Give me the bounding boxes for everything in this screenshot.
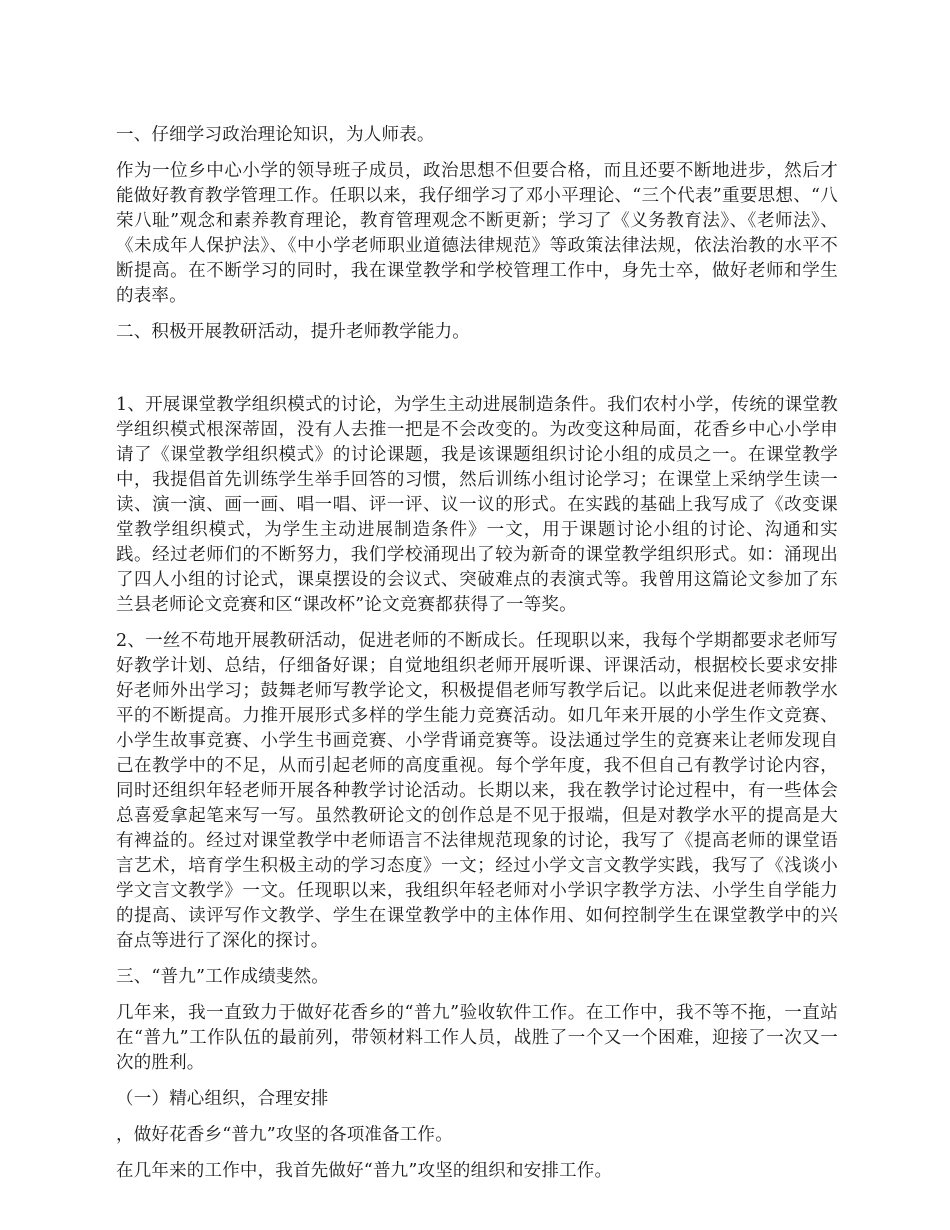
paragraph: 1、开展课堂教学组织模式的讨论，为学生主动进展制造条件。我们农村小学，传统的课堂教学组织模式根深蒂固，没有人去推一把是不会改变的。为改变这种局面，花香乡中心小学申请了《课堂教学组织模式》的讨论课题，我是该课题组织讨论小组的成员之一。在课堂教学中，我提倡首先训练学生举手回答的习惯，然后训练小组讨论学习；在课堂上采纳学生读一读、演一演、画一画、唱一唱、评一评、议一议的形式。在实践的基础上我写成了《改变课堂教学组织模式，为学生主动进展制造条件》一文，用于课题讨论小组的讨论、沟通和实践。经过老师们的不断努力，我们学校涌现出了较为新奇的课堂教学组织形式。如：涌现出了四人小组的讨论式，课桌摆设的会议式、突破难点的表演式等。我曾用这篇论文参加了东兰县老师论文竞赛和区“课改杯”论文竞赛都获得了一等奖。 — [116, 395, 838, 615]
section-heading-1: 一、仔细学习政治理论知识，为人师表。 — [116, 125, 435, 145]
paragraph: 2、一丝不苟地开展教研活动，促进老师的不断成长。任现职以来，我每个学期都要求老师写好教学计划、总结，仔细备好课；自觉地组织老师开展听课、评课活动，根据校长要求安排好老师外出学习；鼓舞老师写教学论文，积极提倡老师写教学后记。以此来促进老师教学水平的不断提高。力推开展形式多样的学生能力竞赛活动。如几年来开展的小学生作文竞赛、小学生故事竞赛、小学生书画竞赛、小学背诵竞赛等。设法通过学生的竞赛来让老师发现自己在教学中的不足，从而引起老师的高度重视。每个学年度，我不但自己有教学讨论内容，同时还组织年轻老师开展各种教学讨论活动。长期以来，我在教学讨论过程中，有一些体会总喜爱拿起笔来写一写。虽然教研论文的创作总是不见于报端，但是对教学水平的提高是大有裨益的。经过对课堂教学中老师语言不法律规范现象的讨论，我写了《提高老师的课堂语言艺术，培育学生积极主动的学习态度》一文；经过小学文言文教学实践，我写了《浅谈小学文言文教学》一文。任现职以来，我组织年轻老师对小学识字教学方法、小学生自学能力的提高、读评写作文教学、学生在课堂教学中的主体作用、如何控制学生在课堂教学中的兴奋点等进行了深化的探讨。 — [116, 631, 838, 951]
paragraph: 作为一位乡中心小学的领导班子成员，政治思想不但要合格，而且还要不断地进步，然后才能做好教育教学管理工作。任职以来，我仔细学习了邓小平理论、“三个代表”重要思想、“八荣八耻”观念和素养教育理论，教育管理观念不断更新；学习了《义务教育法》、《老师法》、《未成年人保护法》、《中小学老师职业道德法律规范》等政策法律法规，依法治教的水平不断提高。在不断学习的同时，我在课堂教学和学校管理工作中，身先士卒，做好老师和学生的表率。 — [116, 161, 838, 306]
subsection-heading: （一）精心组织，合理安排 — [116, 1089, 329, 1109]
paragraph: 在几年来的工作中，我首先做好“普九”攻坚的组织和安排工作。 — [116, 1161, 613, 1181]
section-heading-2: 二、积极开展教研活动，提升老师教学能力。 — [116, 322, 470, 342]
paragraph: ，做好花香乡“普九”攻坚的各项准备工作。 — [116, 1125, 453, 1145]
document-body — [116, 123, 838, 1184]
section-heading-3: 三、“普九”工作成绩斐然。 — [116, 967, 329, 987]
paragraph: 几年来，我一直致力于做好花香乡的“普九”验收软件工作。在工作中，我不等不拖，一直站在“普九”工作队伍的最前列，带领材料工作人员，战胜了一个又一个困难，迎接了一次又一次的胜利。 — [116, 1003, 838, 1073]
